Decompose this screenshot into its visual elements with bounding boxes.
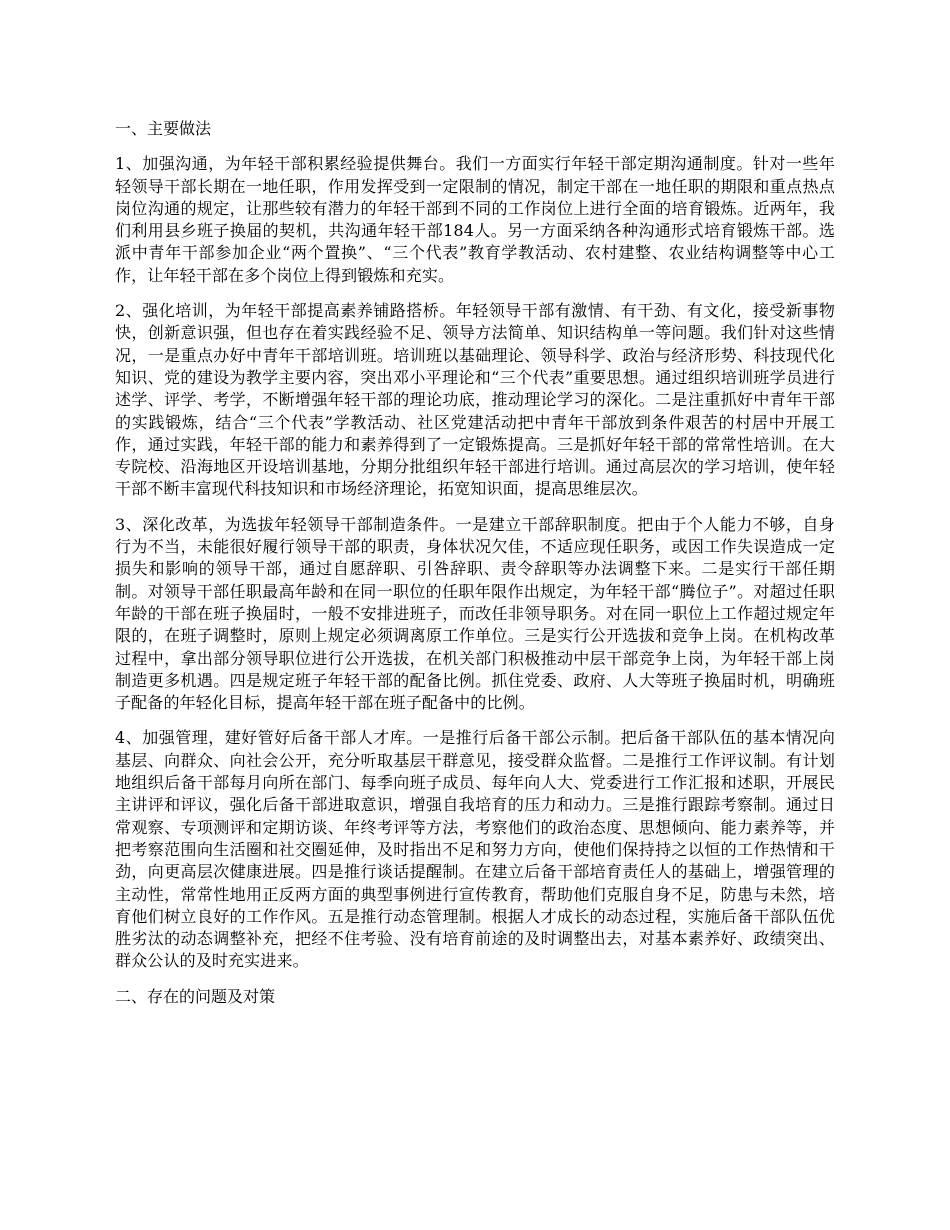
paragraph-management: 4、加强管理，建好管好后备干部人才库。一是推行后备干部公示制。把后备干部队伍的基本情况向基层、向群众、向社会公开，充分听取基层干群意见，接受群众监督。二是推行工作评议制。有计划地组织后备干部每月向所在部门、每季向班子成员、每年向人大、党委进行工作汇报和述职，开展民主讲评和评议，强化后备干部进取意识，增强自我培育的压力和动力。三是推行跟踪考察制。通过日常观察、专项测评和定期访谈、年终考评等方法，考察他们的政治态度、思想倾向、能力素养等，并把考察范围向生活圈和社交圈延伸，及时指出不足和努力方向，使他们保持持之以恒的工作热情和干劲，向更高层次健康进展。四是推行谈话提醒制。在建立后备干部培育责任人的基础上，增强管理的主动性，常常性地用正反两方面的典型事例进行宣传教育，帮助他们克服自身不足，防患与未然，培育他们树立良好的工作作风。五是推行动态管理制。根据人才成长的动态过程，实施后备干部队伍优胜劣汰的动态调整补充，把经不住考验、没有培育前途的及时调整出去，对基本素养好、政绩突出、群众公认的及时充实进来。 [115,728,835,971]
section-heading-problems-countermeasures: 二、存在的问题及对策 [115,986,276,1006]
document-page [115,118,835,1021]
paragraph-training: 2、强化培训，为年轻干部提高素养铺路搭桥。年轻领导干部有激情、有干劲、有文化，接受新事物快，创新意识强，但也存在着实践经验不足、领导方法简单、知识结构单一等问题。我们针对这些情况，一是重点办好中青年干部培训班。培训班以基础理论、领导科学、政治与经济形势、科技现代化知识、党的建设为教学主要内容，突出邓小平理论和“三个代表”重要思想。通过组织培训班学员进行述学、评学、考学，不断增强年轻干部的理论功底，推动理论学习的深化。二是注重抓好中青年干部的实践锻炼，结合“三个代表”学教活动、社区党建活动把中青年干部放到条件艰苦的村居中开展工作，通过实践，年轻干部的能力和素养得到了一定锻炼提高。三是抓好年轻干部的常常性培训。在大专院校、沿海地区开设培训基地，分期分批组织年轻干部进行培训。通过高层次的学习培训，使年轻干部不断丰富现代科技知识和市场经济理论，拓宽知识面，提高思维层次。 [115,301,835,499]
section-heading-main-practices: 一、主要做法 [115,119,212,138]
paragraph-reform: 3、深化改革，为选拔年轻领导干部制造条件。一是建立干部辞职制度。把由于个人能力不够，自身行为不当，未能很好履行领导干部的职责，身体状况欠佳，不适应现任职务，或因工作失误造成一定损失和影响的领导干部，通过自愿辞职、引咎辞职、责令辞职等办法调整下来。二是实行干部任期制。对领导干部任职最高年龄和在同一职位的任职年限作出规定，为年轻干部“腾位子”。对超过任职年龄的干部在班子换届时，一般不安排进班子，而改任非领导职务。对在同一职位上工作超过规定年限的，在班子调整时，原则上规定必须调离原工作单位。三是实行公开选拔和竞争上岗。在机构改革过程中，拿出部分领导职位进行公开选拔，在机关部门积极推动中层干部竞争上岗，为年轻干部上岗制造更多机遇。四是规定班子年轻干部的配备比例。抓住党委、政府、人大等班子换届时机，明确班子配备的年轻化目标，提高年轻干部在班子配备中的比例。 [115,514,835,713]
paragraph-communication: 1、加强沟通，为年轻干部积累经验提供舞台。我们一方面实行年轻干部定期沟通制度。针对一些年轻领导干部长期在一地任职，作用发挥受到一定限制的情况，制定干部在一地任职的期限和重点热点岗位沟通的规定，让那些较有潜力的年轻干部到不同的工作岗位上进行全面的培育锻炼。近两年，我们利用县乡班子换届的契机，共沟通年轻干部184人。另一方面采纳各种沟通形式培育锻炼干部。选派中青年干部参加企业“两个置换”、“三个代表”教育学教活动、农村建整、农业结构调整等中心工作，让年轻干部在多个岗位上得到锻炼和充实。 [115,154,835,285]
